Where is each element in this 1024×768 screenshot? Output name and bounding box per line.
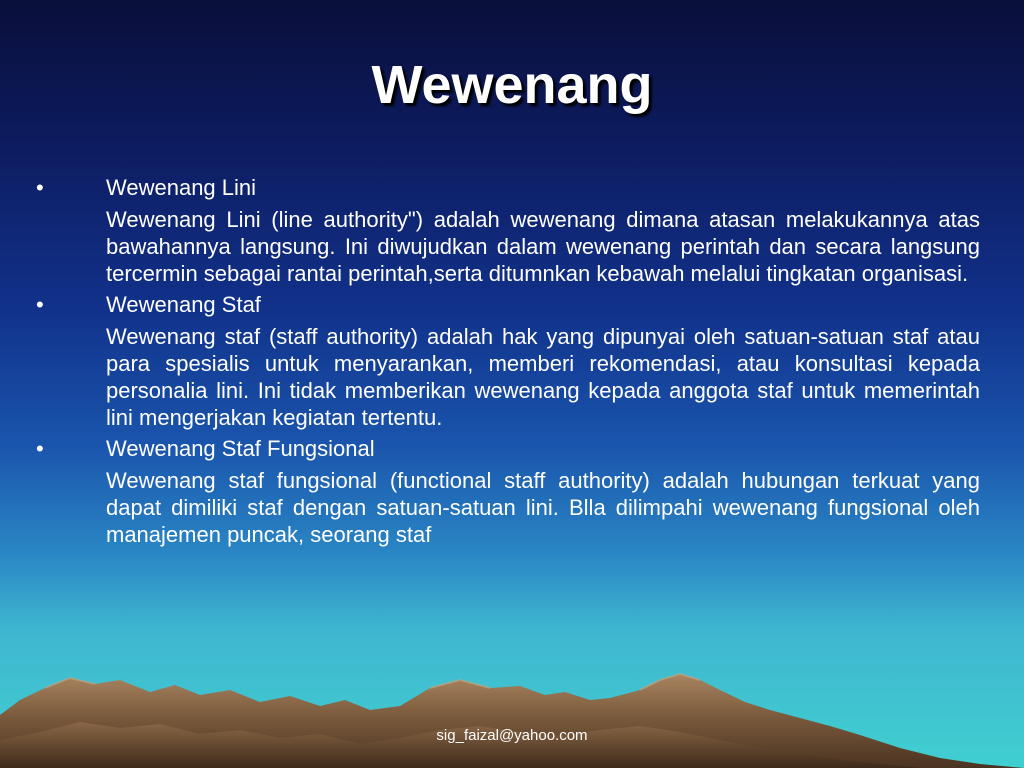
slide-title: Wewenang [371,55,653,115]
footer-email: sig_faizal@yahoo.com [436,727,588,744]
item-text: Wewenang staf (staff authority) adalah hak yang dipunyai oleh satuan-satuan staf atau para spesialis untuk menyarankan, memberi rekomendasi, atau konsultasi kepada personalia lini. Ini tidak memberikan wewenang kepada anggota staf untuk memerintah lini mengerjakan kegiatan tertentu. [106,324,980,430]
mountain-landscape [0,640,1024,768]
list-item [0,435,1024,552]
item-text: Wewenang Lini (line authority") adalah wewenang dimana atasan melakukannya atas bawahannya langsung. Ini diwujudkan dalam wewenang perintah dan secara langsung tercermin sebagai rantai perintah,serta ditumnkan kebawah melalui tingkatan organisasi. [106,207,980,286]
list-item [0,291,1024,435]
mountain-ridge-highlight [45,674,700,690]
item-heading: Wewenang Staf [106,292,261,317]
bullet-icon: • [36,292,44,317]
bullet-icon: • [36,436,44,461]
item-heading: Wewenang Staf Fungsional [106,436,375,461]
bullet-icon: • [36,175,44,200]
list-item [0,174,1024,291]
item-heading: Wewenang Lini [106,175,257,200]
slide-content [0,174,1024,552]
item-text: Wewenang staf fungsional (functional staff authority) adalah hubungan terkuat yang dapat dimiliki staf dengan satuan-satuan lini. Blla dilimpahi wewenang fungsional oleh manajemen puncak, seorang staf [106,468,980,547]
